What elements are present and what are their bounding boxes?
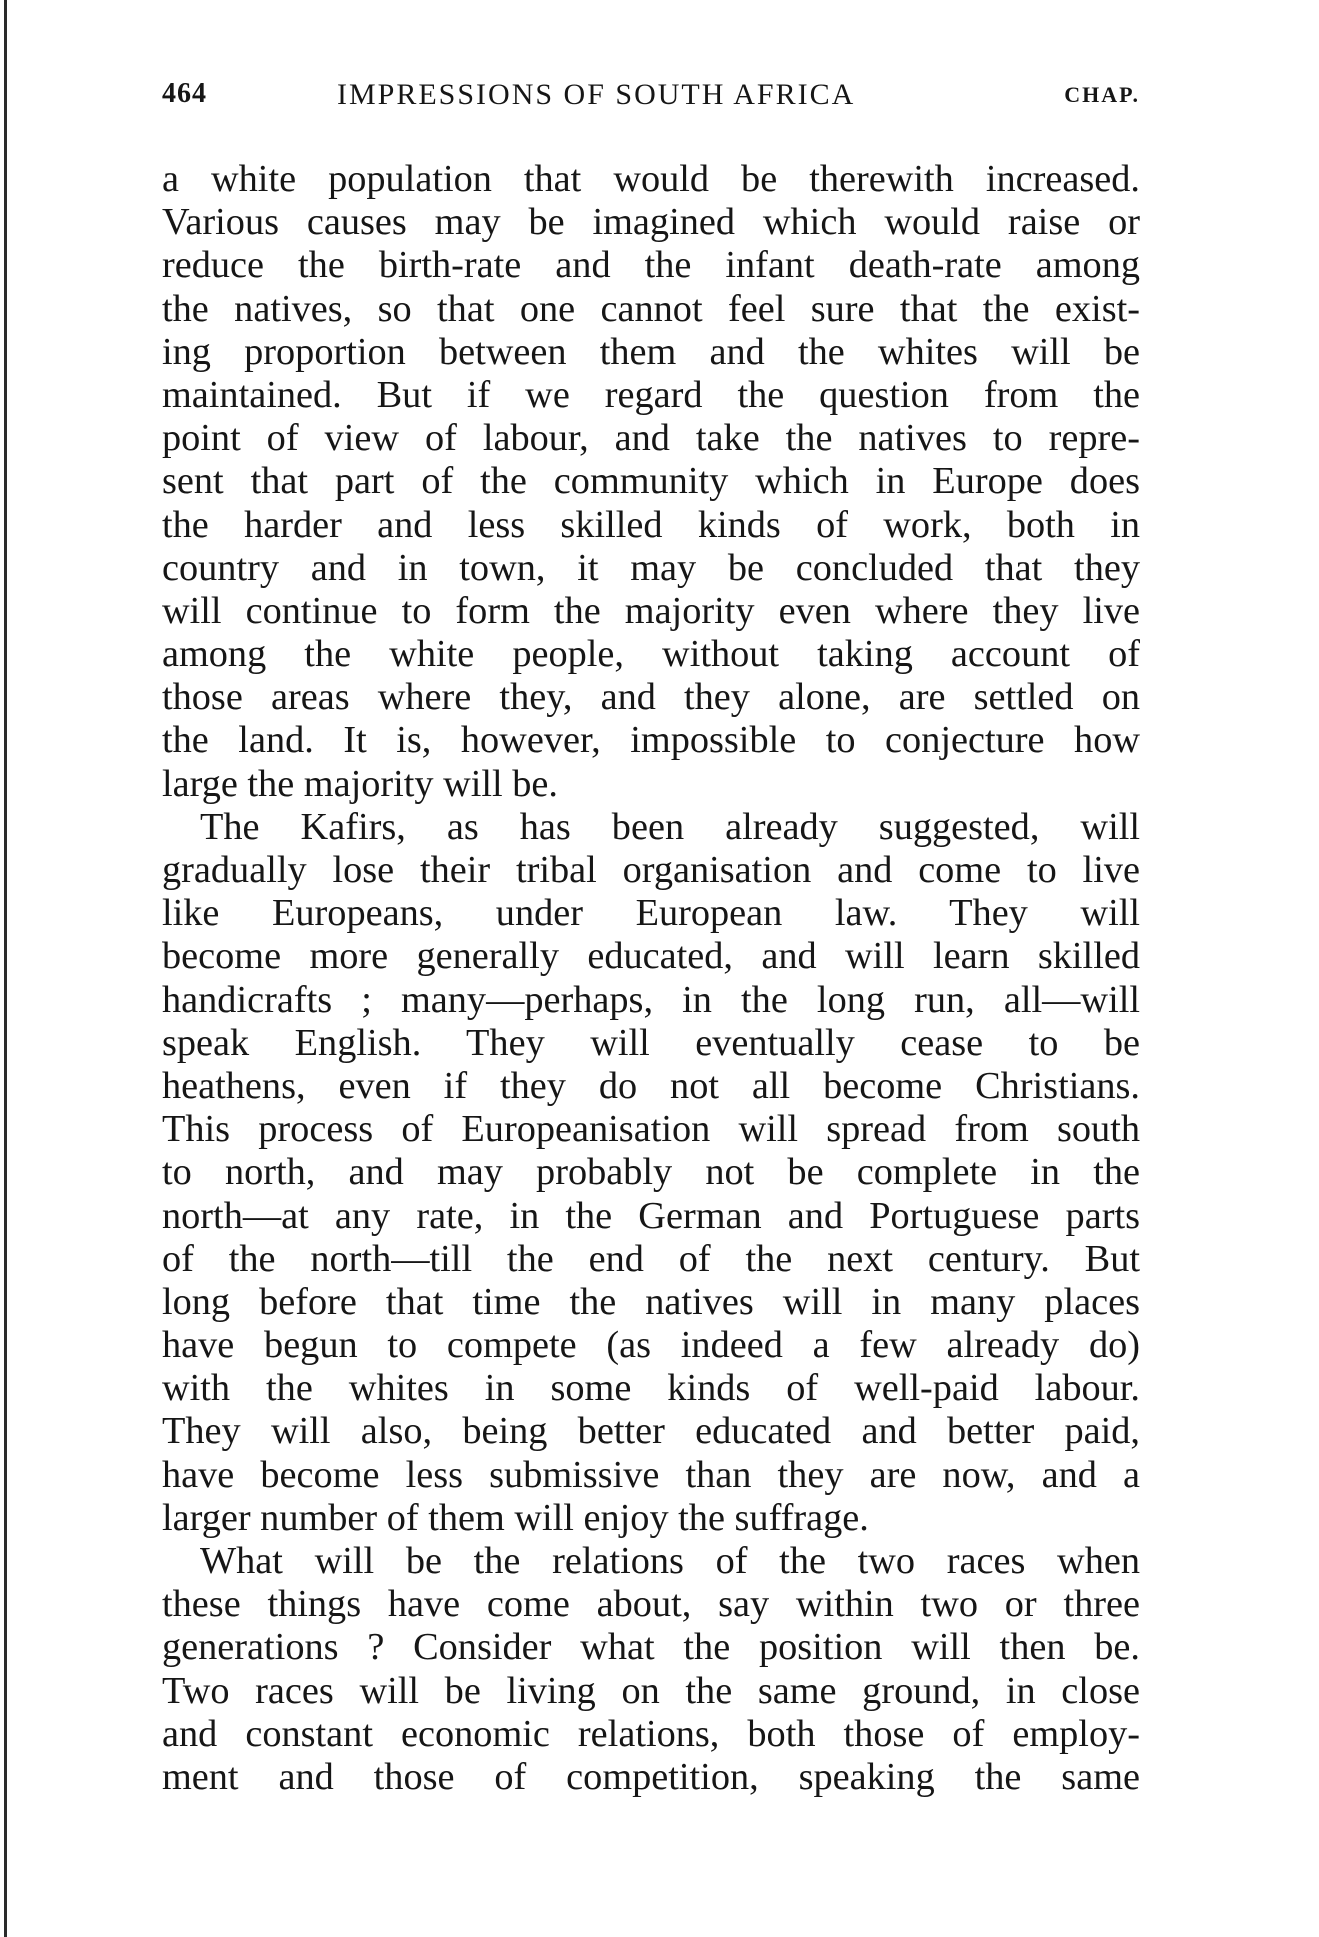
body-text bbox=[162, 158, 1140, 1799]
text-line: gradually lose their tribal organisation and come to live bbox=[162, 849, 1140, 891]
text-line: a white population that would be therewith increased. bbox=[162, 158, 1140, 200]
text-line: the land. It is, however, impossible to conjecture how bbox=[162, 719, 1140, 762]
text-line: sent that part of the community which in Europe does bbox=[162, 460, 1140, 503]
text-line: with the whites in some kinds of well-paid labour. bbox=[162, 1367, 1140, 1410]
text-line: ing proportion between them and the whites will be bbox=[162, 330, 1140, 373]
text-line: country and in town, it may be concluded that they bbox=[162, 546, 1140, 589]
text-line: among the white people, without taking account of bbox=[162, 633, 1140, 676]
paragraph-start-line: The Kafirs, as has been already suggested, will bbox=[200, 805, 1140, 848]
text-line: generations ? Consider what the position will then be. bbox=[162, 1626, 1140, 1669]
paragraph-start-line: What will be the relations of the two races when bbox=[200, 1540, 1140, 1582]
paragraph-end-line: large the majority will be. bbox=[162, 762, 558, 805]
page-number: 464 bbox=[162, 78, 207, 109]
text-line: This process of Europeanisation will spread from south bbox=[162, 1108, 1140, 1151]
text-line: will continue to form the majority even where they live bbox=[162, 589, 1140, 632]
running-title: IMPRESSIONS OF SOUTH AFRICA bbox=[337, 78, 856, 111]
text-line: Two races will be living on the same ground, in close bbox=[162, 1669, 1140, 1712]
text-line: those areas where they, and they alone, are settled on bbox=[162, 676, 1140, 719]
text-line: to north, and may probably not be complete in the bbox=[162, 1151, 1140, 1194]
text-line: the natives, so that one cannot feel sure that the exist- bbox=[162, 287, 1140, 330]
chapter-label: CHAP. bbox=[1064, 82, 1140, 107]
text-line: ment and those of competition, speaking the same bbox=[162, 1755, 1140, 1798]
text-line: long before that time the natives will in many places bbox=[162, 1280, 1140, 1323]
text-line: handicrafts ; many—perhaps, in the long run, all—will bbox=[162, 978, 1140, 1021]
text-line: Various causes may be imagined which would raise or bbox=[162, 201, 1140, 244]
text-line: have become less submissive than they are now, and a bbox=[162, 1453, 1140, 1496]
text-line: speak English. They will eventually cease to be bbox=[162, 1021, 1140, 1064]
text-line: become more generally educated, and will learn skilled bbox=[162, 935, 1140, 978]
text-line: reduce the birth-rate and the infant death-rate among bbox=[162, 244, 1140, 287]
text-line: point of view of labour, and take the natives to repre- bbox=[162, 417, 1140, 460]
page-header bbox=[162, 78, 1140, 122]
paragraph-end-line: larger number of them will enjoy the suffrage. bbox=[162, 1496, 869, 1539]
page-binding-edge bbox=[4, 0, 7, 1937]
text-line: and constant economic relations, both those of employ- bbox=[162, 1712, 1140, 1755]
text-line: They will also, being better educated and better paid, bbox=[162, 1410, 1140, 1453]
text-line: heathens, even if they do not all become Christians. bbox=[162, 1064, 1140, 1107]
text-line: the harder and less skilled kinds of work, both in bbox=[162, 503, 1140, 546]
text-line: maintained. But if we regard the question from the bbox=[162, 373, 1140, 416]
text-line: have begun to compete (as indeed a few already do) bbox=[162, 1324, 1140, 1367]
text-line: north—at any rate, in the German and Portuguese parts bbox=[162, 1194, 1140, 1237]
text-line: these things have come about, say within two or three bbox=[162, 1583, 1140, 1626]
text-line: of the north—till the end of the next century. But bbox=[162, 1237, 1140, 1280]
text-line: like Europeans, under European law. They will bbox=[162, 892, 1140, 935]
